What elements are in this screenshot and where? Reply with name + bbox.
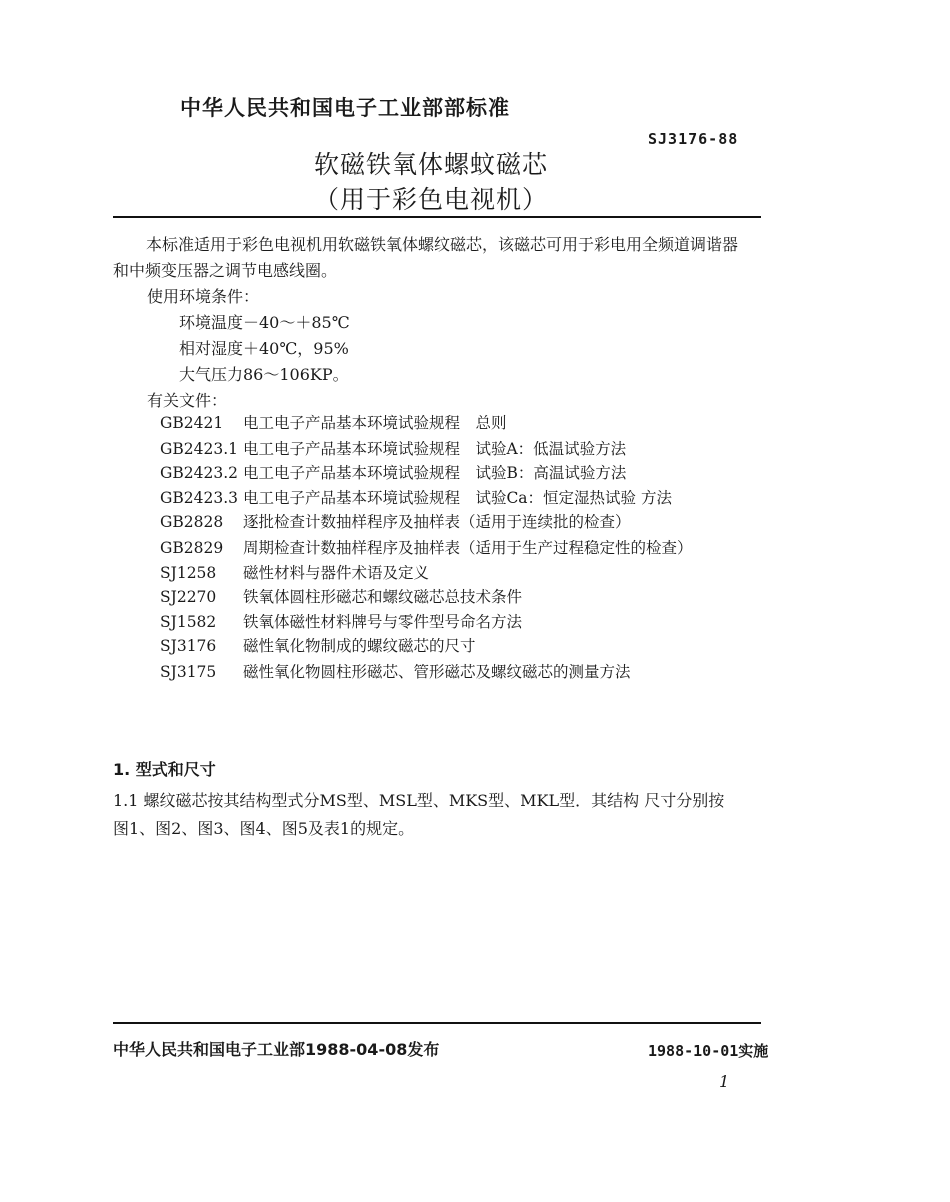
related-doc-row <box>160 536 692 560</box>
related-doc-row <box>160 561 429 585</box>
doc-title: 周期检查计数抽样程序及抽样表（适用于生产过程稳定性的检查） <box>242 539 693 557</box>
related-doc-row <box>160 510 630 534</box>
issue-statement: 中华人民共和国电子工业部1988-04-08发布 <box>113 1040 440 1059</box>
doc-title: 铁氧体磁性材料牌号与零件型号命名方法 <box>242 613 522 631</box>
doc-code: SJ3175 <box>160 663 217 681</box>
doc-title: 电工电子产品基本环境试验规程 试验Ca：恒定湿热试验 方法 <box>242 489 672 507</box>
document-subtitle: （用于彩色电视机） <box>313 185 548 214</box>
environment-pressure: 大气压力86～106KP。 <box>179 365 349 384</box>
doc-title: 逐批检查计数抽样程序及抽样表（适用于连续批的检查） <box>242 513 631 531</box>
doc-title: 铁氧体圆柱形磁芯和螺纹磁芯总技术条件 <box>242 588 522 606</box>
related-doc-row <box>160 634 475 658</box>
doc-title: 磁性氧化物制成的螺纹磁芯的尺寸 <box>242 637 476 655</box>
doc-code: GB2421 <box>160 414 224 432</box>
doc-code: GB2423.2 <box>160 464 239 482</box>
section-1-heading: 1. 型式和尺寸 <box>113 760 216 779</box>
effective-date: 1988-10-01实施 <box>648 1042 769 1060</box>
doc-code: SJ2270 <box>160 588 217 606</box>
header-divider <box>113 216 761 218</box>
document-title: 软磁铁氧体螺蚊磁芯 <box>313 150 548 179</box>
related-doc-row <box>160 461 626 485</box>
doc-title: 磁性材料与器件术语及定义 <box>242 564 429 582</box>
doc-code: GB2423.3 <box>160 489 239 507</box>
page-number: 1 <box>719 1072 730 1091</box>
related-doc-row <box>160 660 630 684</box>
doc-code: SJ3176 <box>160 637 217 655</box>
doc-title: 电工电子产品基本环境试验规程 总则 <box>242 414 507 432</box>
doc-title: 磁性氧化物圆柱形磁芯、管形磁芯及螺纹磁芯的测量方法 <box>242 663 631 681</box>
doc-code: GB2423.1 <box>160 440 239 458</box>
organization-header: 中华人民共和国电子工业部部标准 <box>180 96 510 120</box>
section-1-1-line-2: 图1、图2、图3、图4、图5及表1的规定。 <box>113 819 415 838</box>
standard-number: SJ3176-88 <box>648 130 739 148</box>
doc-code: SJ1582 <box>160 613 217 631</box>
related-docs-label: 有关文件： <box>147 391 228 410</box>
doc-code: GB2828 <box>160 513 224 531</box>
environment-label: 使用环境条件： <box>147 287 260 306</box>
related-doc-row <box>160 411 506 435</box>
related-doc-row <box>160 585 522 609</box>
doc-code: GB2829 <box>160 539 224 557</box>
intro-line-2: 和中频变压器之调节电感线圈。 <box>113 261 338 280</box>
doc-title: 电工电子产品基本环境试验规程 试验A：低温试验方法 <box>242 440 627 458</box>
related-doc-row <box>160 610 522 634</box>
intro-line-1: 本标准适用于彩色电视机用软磁铁氧体螺纹磁芯，该磁芯可用于彩电用全频道调谐器 <box>146 235 739 254</box>
related-doc-row <box>160 486 672 510</box>
environment-temperature: 环境温度－40～＋85℃ <box>179 313 350 332</box>
footer-divider <box>113 1022 761 1024</box>
environment-humidity: 相对湿度＋40℃，95% <box>179 339 349 358</box>
related-doc-row <box>160 437 626 461</box>
doc-code: SJ1258 <box>160 564 217 582</box>
section-1-1-line-1: 1.1 螺纹磁芯按其结构型式分MS型、MSL型、MKS型、MKL型．其结构 尺寸分别按 <box>113 791 725 810</box>
doc-title: 电工电子产品基本环境试验规程 试验B：高温试验方法 <box>242 464 627 482</box>
